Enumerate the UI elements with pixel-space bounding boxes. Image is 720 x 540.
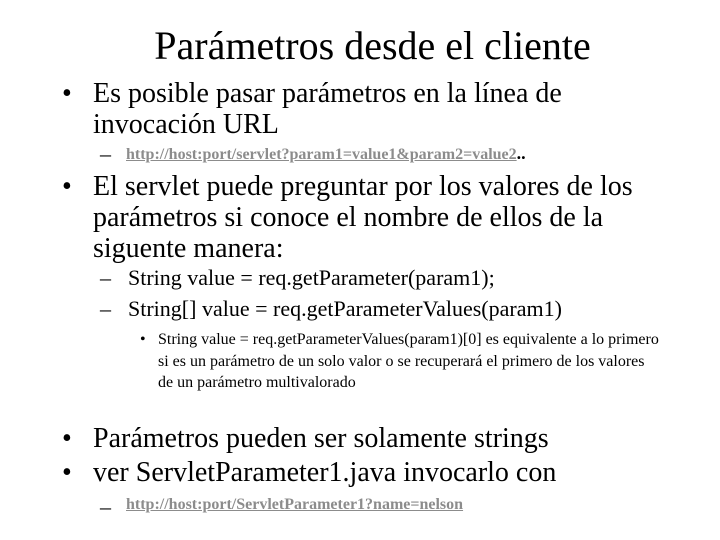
bullet-2-text: El servlet puede preguntar por los valores de los parámetros si conoce el nombre de ellos de la siguente manera:	[93, 171, 633, 264]
bullet-3-marker: •	[62, 423, 72, 454]
slide-title: Parámetros desde el cliente	[154, 23, 591, 68]
bullet-3-text: Parámetros pueden ser solamente strings	[93, 423, 549, 454]
dash-marker-url-2: –	[100, 494, 111, 519]
subbullet-1	[100, 141, 111, 167]
bullet-marker: •	[62, 78, 72, 109]
bullet-1-text: Es posible pasar parámetros en la línea de invocación URL	[93, 78, 562, 140]
bullet-marker: •	[62, 171, 72, 202]
url-line-1	[126, 143, 526, 164]
url-suffix: ..	[516, 143, 526, 163]
servletparameter-url-link[interactable]: http://host:port/ServletParameter1?name=nelson	[126, 496, 464, 513]
url-line-2	[126, 496, 463, 514]
dash-marker-code-2: –	[100, 296, 111, 321]
dash-marker-code-1: –	[100, 265, 111, 290]
bullet-4-marker: •	[62, 457, 72, 488]
code-line-getparametervalues: String[] value = req.getParameterValues(param1)	[128, 296, 562, 321]
level3-text: String value = req.getParameterValues(param1)[0] es equivalente a lo primero si es un parámetro de un solo valor o se recuperará el primero de los valores de un parámetro multivalorado	[158, 331, 659, 391]
dash-marker: –	[100, 141, 111, 166]
code-line-getparameter: String value = req.getParameter(param1);	[128, 265, 495, 290]
param-url-link[interactable]: http://host:port/servlet?param1=value1&param2=value2	[126, 146, 517, 163]
level3-marker: •	[140, 331, 146, 348]
bullet-4-text: ver ServletParameter1.java invocarlo con	[93, 457, 557, 488]
